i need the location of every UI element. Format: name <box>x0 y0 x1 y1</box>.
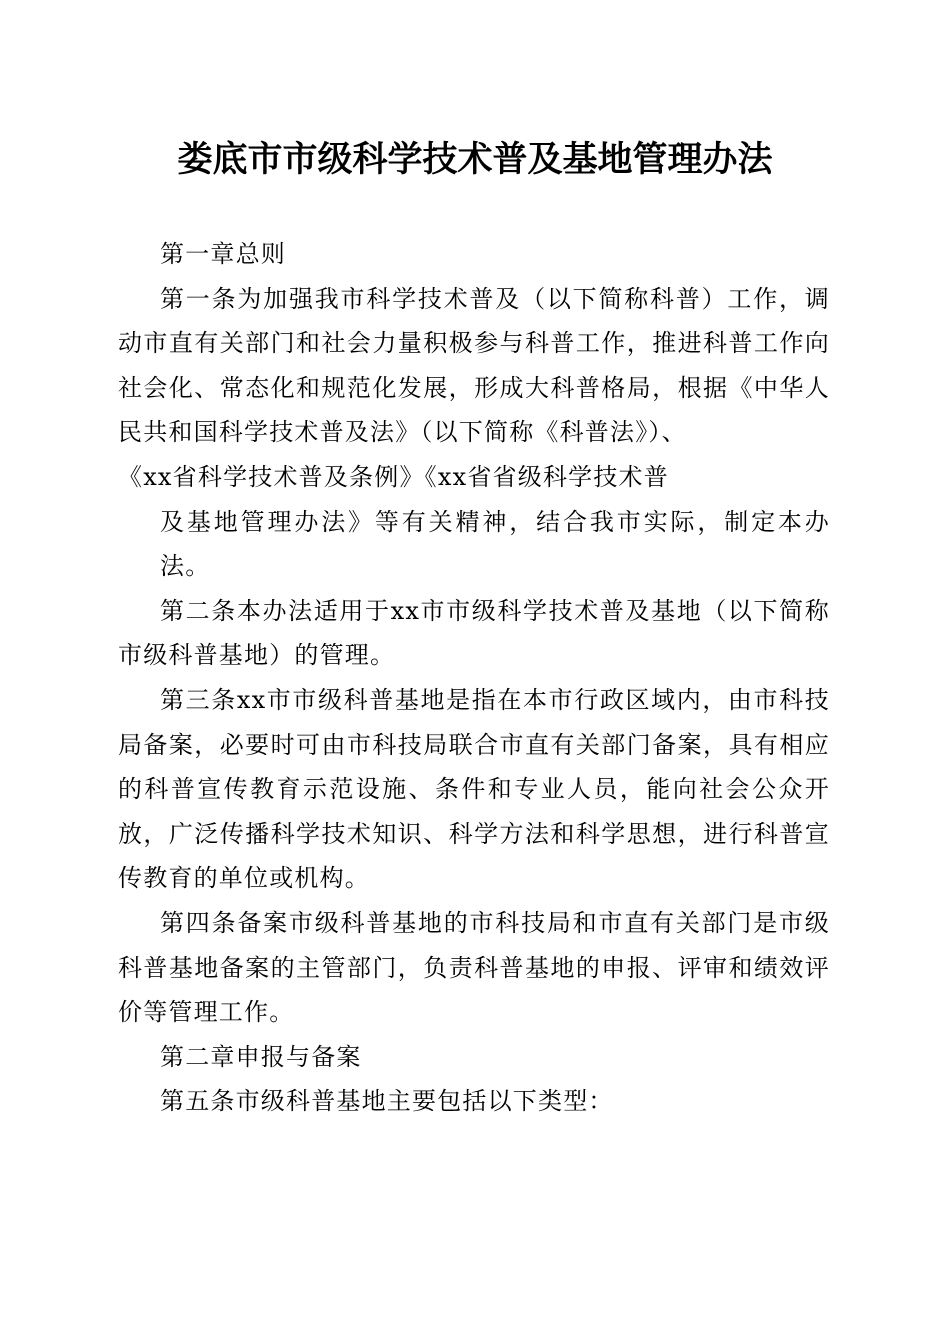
article-1-paragraph: 第一条为加强我市科学技术普及（以下简称科普）工作，调动市直有关部门和社会力量积极参与科普工作，推进科普工作向社会化、常态化和规范化发展，形成大科普格局，根据《中华人民共和国科学技术普及法》（以下简称《科普法》）、 <box>118 284 830 447</box>
article-5-paragraph: 第五条市级科普基地主要包括以下类型： <box>160 1087 614 1116</box>
document-body <box>118 232 830 1124</box>
article-1-continuation-2: 及基地管理办法》等有关精神，结合我市实际，制定本办法。 <box>160 507 830 581</box>
chapter-heading-2: 第二章申报与备案 <box>160 1042 362 1071</box>
document-title: 娄底市市级科学技术普及基地管理办法 <box>177 139 773 180</box>
article-1-continuation: 《xx省科学技术普及条例》《xx省省级科学技术普 <box>118 462 669 491</box>
article-2-paragraph: 第二条本办法适用于xx市市级科学技术普及基地（以下简称市级科普基地）的管理。 <box>118 596 830 670</box>
article-3-paragraph: 第三条xx市市级科普基地是指在本市行政区域内，由市科技局备案，必要时可由市科技局联合市直有关部门备案，具有相应的科普宣传教育示范设施、条件和专业人员，能向社会公众开放，广泛传播科学技术知识、科学方法和科学思想，进行科普宣传教育的单位或机构。 <box>118 685 830 893</box>
chapter-heading-1: 第一章总则 <box>160 240 286 268</box>
article-4-paragraph: 第四条备案市级科普基地的市科技局和市直有关部门是市级科普基地备案的主管部门，负责科普基地的申报、评审和绩效评价等管理工作。 <box>118 908 830 1027</box>
